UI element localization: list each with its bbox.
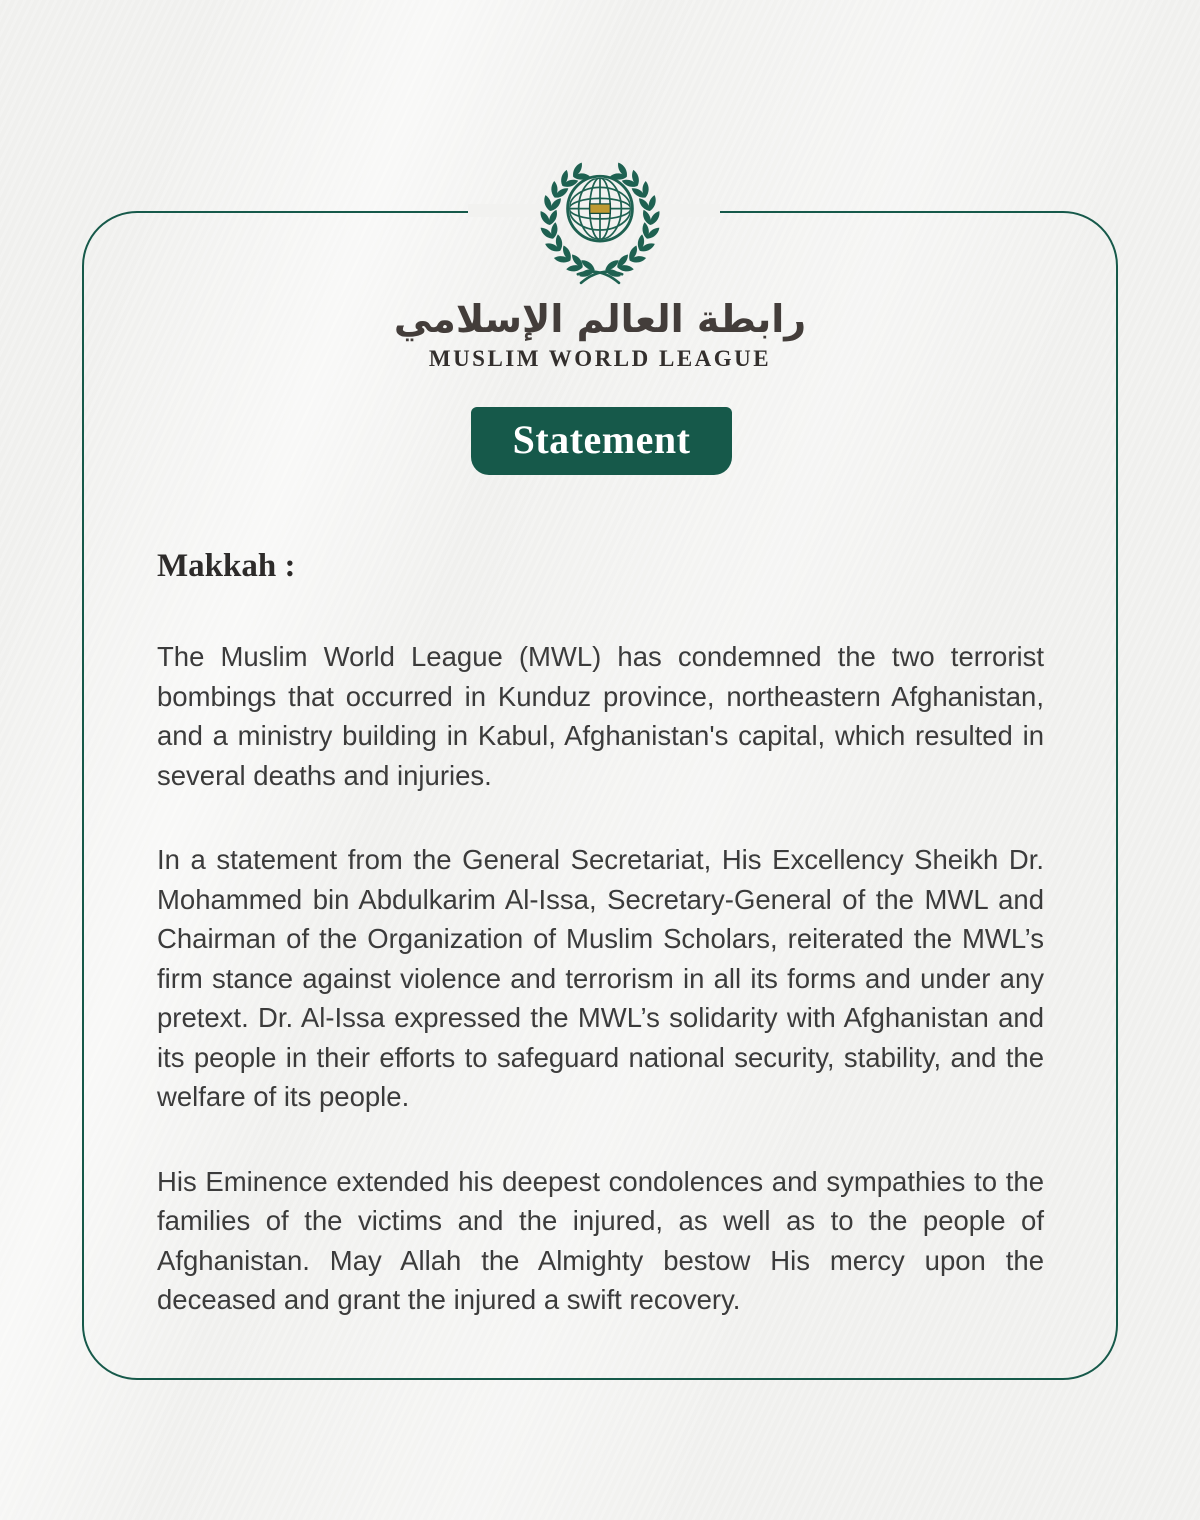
mwl-logo-block	[0, 150, 1200, 372]
laurel-wreath-globe-icon	[521, 150, 679, 291]
kaaba-gold-mark	[590, 204, 611, 213]
globe-icon	[568, 176, 633, 241]
dateline-heading: Makkah :	[157, 548, 296, 584]
banner-label: Statement	[512, 417, 691, 462]
statement-paragraph: The Muslim World League (MWL) has condemned the two terrorist bombings that occurred in Kunduz province, northeastern Afghanistan, and a ministry building in Kabul, Afghanistan's capital, which resulted in several deaths and injuries.	[157, 641, 1044, 791]
crossed-stems	[578, 272, 622, 283]
statement-paragraph: His Eminence extended his deepest condolences and sympathies to the families of the victims and the injured, as well as to the people of Afghanistan. May Allah the Almighty bestow His mercy upon the deceased and grant the injured a swift recovery.	[157, 1165, 1044, 1315]
statement-paragraph: In a statement from the General Secretariat, His Excellency Sheikh Dr. Mohammed bin Abdulkarim Al-Issa, Secretary-General of the MWL and Chairman of the Organization of Muslim Scholars, reiterated the MWL’s firm stance against violence and terrorism in all its forms and under any pretext. Dr. Al-Issa expressed the MWL’s solidarity with Afghanistan and its people in their efforts to safeguard national security, stability, and the welfare of its people.	[157, 844, 1044, 1112]
statement-banner	[471, 407, 732, 475]
org-name: MUSLIM WORLD LEAGUE	[428, 346, 772, 372]
statement-body	[157, 548, 1044, 1320]
arabic-calligraphy-title: رابطة العالم الإسلامي	[393, 297, 807, 341]
